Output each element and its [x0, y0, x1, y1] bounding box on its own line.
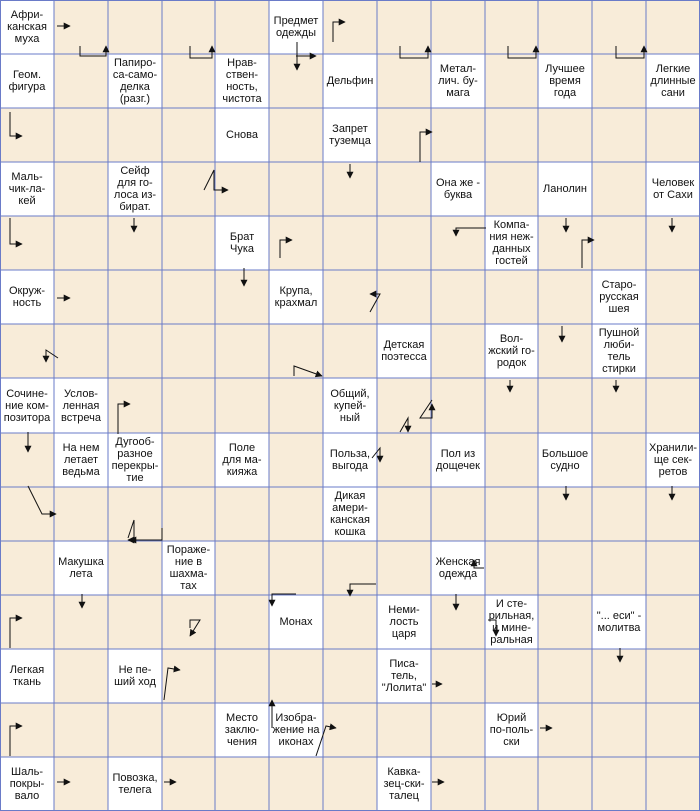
- answer-cell[interactable]: [54, 0, 108, 54]
- answer-cell[interactable]: [162, 487, 215, 541]
- answer-cell[interactable]: [269, 216, 323, 270]
- answer-cell[interactable]: [323, 0, 377, 54]
- answer-cell[interactable]: [108, 378, 162, 433]
- answer-cell[interactable]: [323, 703, 377, 757]
- answer-cell[interactable]: [108, 216, 162, 270]
- answer-cell[interactable]: [485, 757, 538, 811]
- answer-cell[interactable]: [538, 216, 592, 270]
- answer-cell[interactable]: [485, 541, 538, 595]
- answer-cell[interactable]: [431, 108, 485, 162]
- answer-cell[interactable]: [0, 433, 54, 487]
- answer-cell[interactable]: [54, 108, 108, 162]
- answer-cell[interactable]: [485, 270, 538, 324]
- answer-cell[interactable]: [108, 108, 162, 162]
- answer-cell[interactable]: [215, 324, 269, 378]
- answer-cell[interactable]: [538, 324, 592, 378]
- answer-cell[interactable]: [54, 270, 108, 324]
- answer-cell[interactable]: [538, 703, 592, 757]
- answer-cell[interactable]: [538, 378, 592, 433]
- answer-cell[interactable]: [377, 541, 431, 595]
- answer-cell[interactable]: [592, 541, 646, 595]
- answer-cell[interactable]: [269, 649, 323, 703]
- answer-cell[interactable]: [485, 108, 538, 162]
- answer-cell[interactable]: [646, 703, 700, 757]
- answer-cell[interactable]: [54, 54, 108, 108]
- answer-cell[interactable]: [108, 595, 162, 649]
- answer-cell[interactable]: [54, 216, 108, 270]
- clue-cell: Услов- ленная встреча: [54, 378, 108, 433]
- answer-cell[interactable]: [377, 108, 431, 162]
- answer-cell[interactable]: [431, 0, 485, 54]
- answer-cell[interactable]: [162, 324, 215, 378]
- answer-cell[interactable]: [377, 54, 431, 108]
- answer-cell[interactable]: [431, 216, 485, 270]
- answer-cell[interactable]: [108, 0, 162, 54]
- answer-cell[interactable]: [323, 162, 377, 216]
- answer-cell[interactable]: [485, 649, 538, 703]
- answer-cell[interactable]: [54, 757, 108, 811]
- answer-cell[interactable]: [108, 541, 162, 595]
- clue-cell: Поле для ма- кияжа: [215, 433, 269, 487]
- answer-cell[interactable]: [54, 703, 108, 757]
- clue-cell: Место заклю- чения: [215, 703, 269, 757]
- answer-cell[interactable]: [215, 0, 269, 54]
- answer-cell[interactable]: [538, 487, 592, 541]
- answer-cell[interactable]: [162, 433, 215, 487]
- clue-cell: Легкая ткань: [0, 649, 54, 703]
- answer-cell[interactable]: [0, 324, 54, 378]
- answer-cell[interactable]: [0, 108, 54, 162]
- answer-cell[interactable]: [215, 487, 269, 541]
- clue-cell: Сейф для го- лоса из- бират.: [108, 162, 162, 216]
- answer-cell[interactable]: [269, 162, 323, 216]
- clue-cell: Неми- лость царя: [377, 595, 431, 649]
- clue-cell: Сочине- ние ком- позитора: [0, 378, 54, 433]
- answer-cell[interactable]: [162, 54, 215, 108]
- answer-cell[interactable]: [431, 757, 485, 811]
- clue-cell: Маль- чик-ла- кей: [0, 162, 54, 216]
- answer-cell[interactable]: [646, 108, 700, 162]
- answer-cell[interactable]: [538, 0, 592, 54]
- answer-cell[interactable]: [646, 324, 700, 378]
- answer-cell[interactable]: [592, 487, 646, 541]
- answer-cell[interactable]: [538, 649, 592, 703]
- answer-cell[interactable]: [0, 703, 54, 757]
- clue-cell: Пол из дощечек: [431, 433, 485, 487]
- answer-cell[interactable]: [323, 324, 377, 378]
- answer-cell[interactable]: [485, 433, 538, 487]
- answer-cell[interactable]: [215, 270, 269, 324]
- answer-cell[interactable]: [54, 324, 108, 378]
- clue-cell: Макушка лета: [54, 541, 108, 595]
- answer-cell[interactable]: [592, 0, 646, 54]
- answer-cell[interactable]: [269, 324, 323, 378]
- answer-cell[interactable]: [162, 757, 215, 811]
- clue-cell: Запрет туземца: [323, 108, 377, 162]
- clue-cell: Детская поэтесса: [377, 324, 431, 378]
- answer-cell[interactable]: [162, 0, 215, 54]
- answer-cell[interactable]: [485, 54, 538, 108]
- answer-cell[interactable]: [162, 270, 215, 324]
- answer-cell[interactable]: [538, 595, 592, 649]
- answer-cell[interactable]: [162, 108, 215, 162]
- answer-cell[interactable]: [269, 108, 323, 162]
- answer-cell[interactable]: [592, 162, 646, 216]
- answer-cell[interactable]: [323, 595, 377, 649]
- answer-cell[interactable]: [108, 324, 162, 378]
- clue-cell: Общий, купей- ный: [323, 378, 377, 433]
- answer-cell[interactable]: [538, 757, 592, 811]
- clue-cell: Юрий по-поль- ски: [485, 703, 538, 757]
- answer-cell[interactable]: [0, 595, 54, 649]
- clue-cell: Женская одежда: [431, 541, 485, 595]
- answer-cell[interactable]: [323, 649, 377, 703]
- answer-cell[interactable]: [54, 162, 108, 216]
- clue-cell: Папиро- са-само- делка (разг.): [108, 54, 162, 108]
- clue-cell: Лучшее время года: [538, 54, 592, 108]
- answer-cell[interactable]: [646, 0, 700, 54]
- answer-cell[interactable]: [54, 595, 108, 649]
- answer-cell[interactable]: [323, 216, 377, 270]
- answer-cell[interactable]: [162, 595, 215, 649]
- answer-cell[interactable]: [431, 649, 485, 703]
- answer-cell[interactable]: [215, 649, 269, 703]
- answer-cell[interactable]: [215, 595, 269, 649]
- answer-cell[interactable]: [162, 216, 215, 270]
- answer-cell[interactable]: [377, 270, 431, 324]
- answer-cell[interactable]: [431, 270, 485, 324]
- answer-cell[interactable]: [377, 0, 431, 54]
- answer-cell[interactable]: [0, 216, 54, 270]
- answer-cell[interactable]: [162, 703, 215, 757]
- clue-cell: Афри- канская муха: [0, 0, 54, 54]
- answer-cell[interactable]: [431, 703, 485, 757]
- answer-cell[interactable]: [108, 270, 162, 324]
- clue-cell: И сте- рильная, и мине- ральная: [485, 595, 538, 649]
- answer-cell[interactable]: [431, 595, 485, 649]
- answer-cell[interactable]: [646, 378, 700, 433]
- answer-cell[interactable]: [592, 216, 646, 270]
- answer-cell[interactable]: [215, 757, 269, 811]
- clue-cell: Предмет одежды: [269, 0, 323, 54]
- clue-cell: Компа- ния неж- данных гостей: [485, 216, 538, 270]
- clue-cell: Пушной люби- тель стирки: [592, 324, 646, 378]
- clue-cell: Дикая амери- канская кошка: [323, 487, 377, 541]
- answer-cell[interactable]: [485, 162, 538, 216]
- answer-cell[interactable]: [323, 270, 377, 324]
- clue-cell: Монах: [269, 595, 323, 649]
- answer-cell[interactable]: [646, 216, 700, 270]
- clue-cell: Вол- жский го- родок: [485, 324, 538, 378]
- clue-cell: Старо- русская шея: [592, 270, 646, 324]
- answer-cell[interactable]: [485, 487, 538, 541]
- answer-cell[interactable]: [108, 487, 162, 541]
- answer-cell[interactable]: [269, 54, 323, 108]
- answer-cell[interactable]: [377, 162, 431, 216]
- clue-cell: Легкие длинные сани: [646, 54, 700, 108]
- answer-cell[interactable]: [269, 757, 323, 811]
- clue-cell: Брат Чука: [215, 216, 269, 270]
- answer-cell[interactable]: [538, 270, 592, 324]
- answer-cell[interactable]: [0, 541, 54, 595]
- answer-cell[interactable]: [377, 433, 431, 487]
- answer-cell[interactable]: [485, 0, 538, 54]
- answer-cell[interactable]: [538, 108, 592, 162]
- answer-cell[interactable]: [646, 270, 700, 324]
- answer-cell[interactable]: [646, 541, 700, 595]
- clue-cell: Ланолин: [538, 162, 592, 216]
- answer-cell[interactable]: [377, 487, 431, 541]
- clue-cell: Она же - буква: [431, 162, 485, 216]
- answer-cell[interactable]: [592, 649, 646, 703]
- clue-cell: Крупа, крахмал: [269, 270, 323, 324]
- clue-cell: Снова: [215, 108, 269, 162]
- clue-cell: Польза, выгода: [323, 433, 377, 487]
- clue-cell: Повозка, телега: [108, 757, 162, 811]
- answer-cell[interactable]: [323, 541, 377, 595]
- answer-cell[interactable]: [162, 378, 215, 433]
- answer-cell[interactable]: [592, 108, 646, 162]
- answer-cell[interactable]: [269, 487, 323, 541]
- answer-cell[interactable]: [215, 378, 269, 433]
- clue-cell: Человек от Сахи: [646, 162, 700, 216]
- answer-cell[interactable]: [323, 757, 377, 811]
- clue-cell: Кавка- зец-ски- талец: [377, 757, 431, 811]
- answer-cell[interactable]: [0, 487, 54, 541]
- answer-cell[interactable]: [646, 649, 700, 703]
- clue-cell: Дельфин: [323, 54, 377, 108]
- clue-cell: Большое судно: [538, 433, 592, 487]
- clue-cell: "... еси" - молитва: [592, 595, 646, 649]
- answer-cell[interactable]: [431, 324, 485, 378]
- clue-cell: Окруж- ность: [0, 270, 54, 324]
- answer-cell[interactable]: [215, 162, 269, 216]
- answer-cell[interactable]: [108, 703, 162, 757]
- clue-cell: Изобра- жение на иконах: [269, 703, 323, 757]
- answer-cell[interactable]: [269, 378, 323, 433]
- clue-cell: Пораже- ние в шахма- тах: [162, 541, 215, 595]
- answer-cell[interactable]: [431, 378, 485, 433]
- answer-cell[interactable]: [485, 378, 538, 433]
- clue-cell: Шаль- покры- вало: [0, 757, 54, 811]
- clue-cell: На нем летает ведьма: [54, 433, 108, 487]
- answer-cell[interactable]: [592, 54, 646, 108]
- answer-cell[interactable]: [592, 433, 646, 487]
- clue-cell: Метал- лич. бу- мага: [431, 54, 485, 108]
- answer-cell[interactable]: [54, 487, 108, 541]
- clue-cell: Геом. фигура: [0, 54, 54, 108]
- answer-cell[interactable]: [431, 487, 485, 541]
- answer-cell[interactable]: [377, 378, 431, 433]
- answer-cell[interactable]: [592, 757, 646, 811]
- answer-cell[interactable]: [54, 649, 108, 703]
- clue-cell: Нрав- ствен- ность, чистота: [215, 54, 269, 108]
- answer-cell[interactable]: [538, 541, 592, 595]
- answer-cell[interactable]: [269, 433, 323, 487]
- answer-cell[interactable]: [646, 595, 700, 649]
- answer-cell[interactable]: [592, 703, 646, 757]
- clue-cell: Не пе- ший ход: [108, 649, 162, 703]
- answer-cell[interactable]: [646, 487, 700, 541]
- answer-cell[interactable]: [646, 757, 700, 811]
- clue-cell: Дугооб- разное перекры- тие: [108, 433, 162, 487]
- answer-cell[interactable]: [215, 541, 269, 595]
- answer-cell[interactable]: [162, 649, 215, 703]
- clue-cell: Писа- тель, "Лолита": [377, 649, 431, 703]
- clue-cell: Хранили- ще сек- ретов: [646, 433, 700, 487]
- answer-cell[interactable]: [592, 378, 646, 433]
- answer-cell[interactable]: [377, 703, 431, 757]
- answer-cell[interactable]: [162, 162, 215, 216]
- answer-cell[interactable]: [269, 541, 323, 595]
- answer-cell[interactable]: [377, 216, 431, 270]
